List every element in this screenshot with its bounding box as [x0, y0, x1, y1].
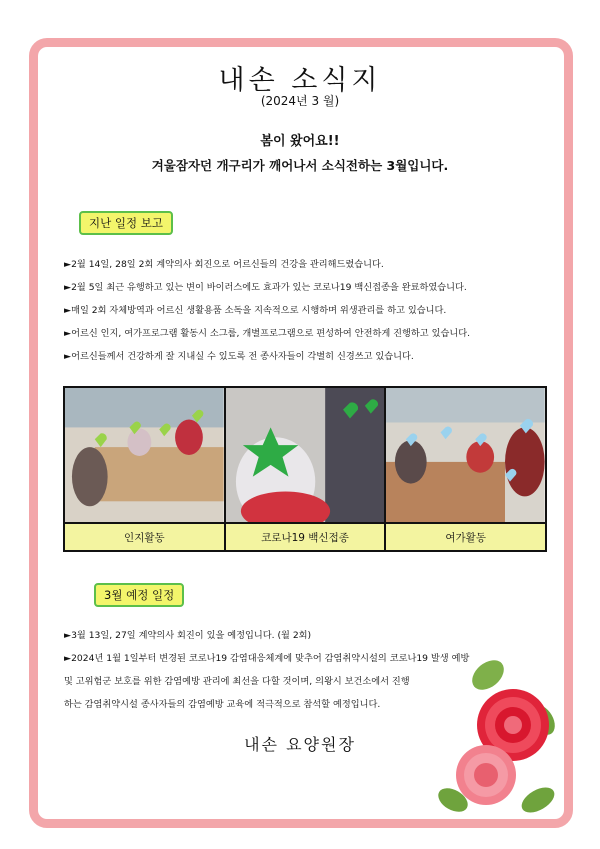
caption-cognitive: 인지활동	[65, 522, 224, 550]
photo-leisure-activity	[386, 388, 545, 522]
list-item: ►2월 5일 최근 유행하고 있는 변이 바이러스에도 효과가 있는 코로나19 백신접종을 완료하였습니다.	[64, 282, 467, 293]
greeting-line-2: 겨울잠자던 개구리가 깨어나서 소식전하는 3월입니다.	[151, 158, 449, 173]
list-item: ►매일 2회 자체방역과 어르신 생활용품 소독을 지속적으로 시행하며 위생관리를 하고 있습니다.	[64, 305, 447, 316]
photo-vaccination	[226, 388, 385, 522]
list-item: ►어르신 인지, 여가프로그램 활동시 소그룹, 개별프로그램으로 편성하여 안전하게 진행하고 있습니다.	[64, 328, 470, 339]
list-item: ►어르신들께서 건강하게 잘 지내실 수 있도록 전 종사자들이 각별히 신경쓰고 있습니다.	[64, 351, 414, 362]
photo-cognitive-activity	[65, 388, 224, 522]
upcoming-schedule-heading: 3월 예정 일정	[94, 583, 184, 607]
list-item: 및 고위험군 보호를 위한 감염예방 관리에 최선을 다할 것이며, 의왕시 보건소에서 진행	[64, 676, 410, 687]
photo-cell-cognitive	[65, 388, 226, 550]
carnation-flower-icon	[418, 650, 568, 830]
list-item: ►2월 14일, 28일 2회 계약의사 회진으로 어르신들의 건강을 관리해드렸습니다.	[64, 259, 384, 270]
list-item: 하는 감염취약시설 종사자들의 감염예방 교육에 적극적으로 참석할 예정입니다.	[64, 699, 381, 710]
newsletter-title: 내손 소식지	[218, 65, 382, 96]
photo-cell-vaccine	[226, 388, 387, 550]
caption-vaccine: 코로나19 백신접종	[226, 522, 385, 550]
list-item: ►2024년 1월 1일부터 변경된 코로나19 감염대응체계에 맞추어 감염취약시설의 코로나19 발생 예방	[64, 653, 470, 664]
photo-cell-leisure	[386, 388, 545, 550]
caption-leisure: 여가활동	[386, 522, 545, 550]
upcoming-schedule-list	[64, 624, 469, 716]
signature: 내손 요양원장	[244, 735, 356, 754]
newsletter-date: (2024년 3 월)	[260, 94, 340, 108]
past-schedule-list	[64, 253, 470, 368]
photo-gallery	[63, 386, 547, 552]
past-schedule-heading: 지난 일정 보고	[79, 211, 173, 235]
greeting-line-1: 봄이 왔어요!!	[260, 134, 340, 149]
list-item: ►3월 13일, 27일 계약의사 회진이 있을 예정입니다. (월 2회)	[64, 630, 312, 641]
